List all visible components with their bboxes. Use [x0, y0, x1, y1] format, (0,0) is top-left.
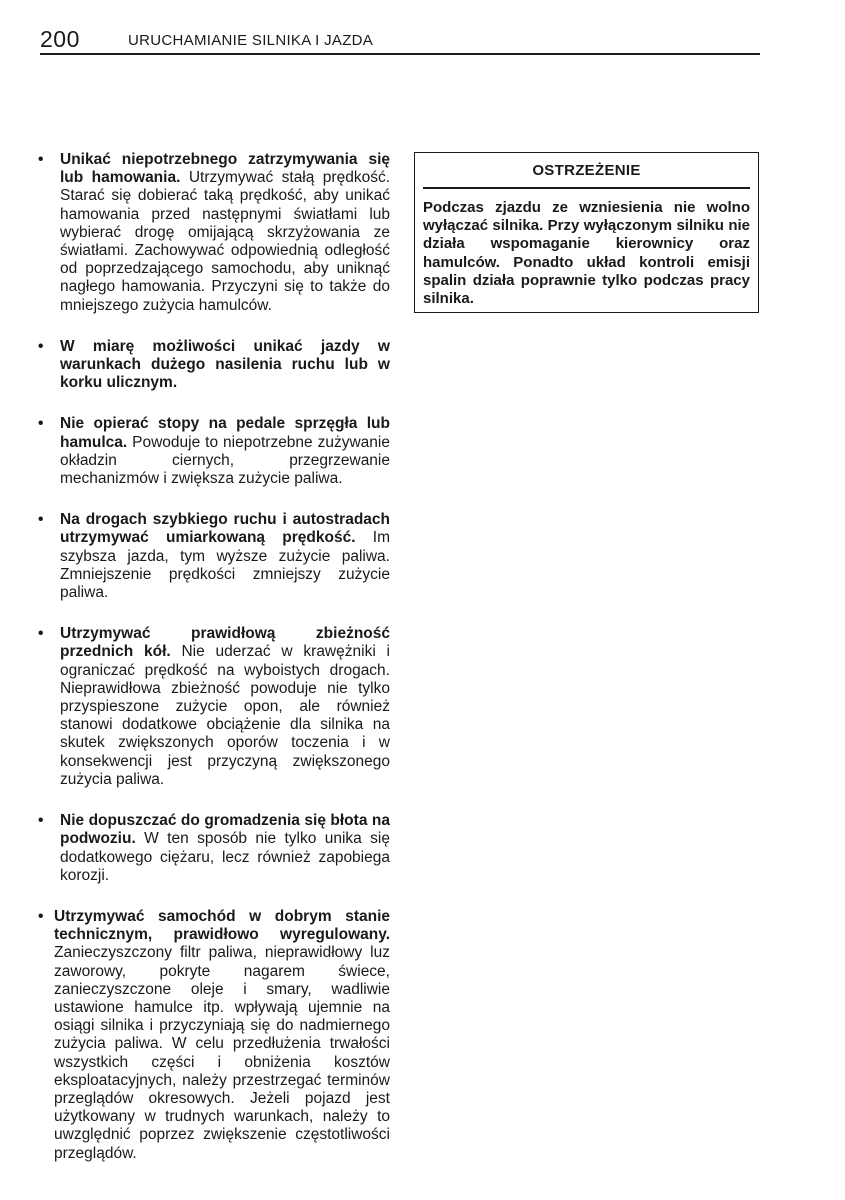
tips-list — [38, 151, 390, 1186]
list-item-body: Im szybsza jazda, tym wyższe zużycie paliwa. Zmniejszenie prędkości zmniejszy zużycie paliwa. — [60, 529, 390, 602]
list-item-text — [60, 511, 390, 602]
list-item-heading: Na drogach szybkiego ruchu i autostradach utrzymywać umiarkowaną prędkość. — [60, 511, 390, 547]
list-item-heading: Nie dopuszczać do gromadzenia się błota na podwoziu. — [60, 812, 390, 848]
list-item — [38, 625, 390, 789]
list-item-heading: Utrzymywać samochód w dobrym stanie technicznym, prawidłowo wyregulowany. — [54, 907, 390, 944]
warning-title: OSTRZEŻENIE — [532, 162, 641, 179]
list-item-body: Utrzymywać stałą prędkość. Starać się dobierać taką prędkość, aby unikać hamowania przed następnymi światłami lub wybierać drogę omijającą skrzyżowania ze światłami. Zachowywać odpowiednią odległość od poprzedzającego samochodu, aby uniknąć nagłego hamowania. Przyczyni się to także do mniejszego zużycia hamulców. — [60, 169, 391, 314]
warning-divider — [423, 187, 750, 189]
warning-box — [414, 152, 759, 313]
list-item — [38, 151, 390, 315]
bullet-icon: • — [38, 812, 44, 830]
bullet-icon: • — [38, 415, 44, 433]
list-item-text — [60, 415, 390, 488]
list-item-heading: W miarę możliwości unikać jazdy w warunkach dużego nasilenia ruchu lub w korku ulicznym. — [60, 337, 390, 392]
bullet-icon: • — [38, 625, 44, 643]
list-item — [38, 511, 390, 602]
section-title: URUCHAMIANIE SILNIKA I JAZDA — [128, 32, 374, 49]
list-item-body: Powoduje to niepotrzebne zużywanie okładzin ciernych, przegrzewanie mechanizmów i zwiększa zużycie paliwa. — [60, 433, 390, 488]
page-number: 200 — [40, 26, 80, 52]
list-item-text — [54, 908, 390, 1163]
list-item — [38, 338, 390, 393]
bullet-icon: • — [38, 337, 44, 355]
list-item — [38, 415, 390, 488]
list-item-text — [60, 625, 390, 789]
list-item-body: W ten sposób nie tylko unika się dodatkowego ciężaru, lecz również zapobiega korozji. — [60, 830, 390, 884]
list-item — [38, 908, 390, 1163]
list-item-text — [60, 151, 390, 315]
warning-text: Podczas zjazdu ze wzniesienia nie wolno wyłączać silnika. Przy wyłączonym silniku nie działa wspomaganie kierownicy oraz hamulców. Ponadto układ kontroli emisji spalin działa poprawnie tylko podczas pracy silnika. — [423, 199, 750, 308]
list-item-text — [60, 338, 390, 393]
page-header — [40, 27, 760, 55]
list-item-heading: Utrzymywać prawidłową zbieżność przednich kół. — [60, 625, 390, 661]
list-item-text — [60, 812, 390, 885]
list-item-heading: Unikać niepotrzebnego zatrzymywania się lub hamowania. — [60, 151, 390, 187]
bullet-icon: • — [38, 907, 44, 925]
list-item-body: Zanieczyszczony filtr paliwa, nieprawidłowy luz zaworowy, pokryte nagarem świece, zanieczyszczone oleje i smary, wadliwie ustawione hamulce itp. wpływają ujemnie na osiągi silnika i przyczyniają się do nadmiernego zużycia paliwa. W celu przedłużenia trwałości wszystkich części i obniżenia kosztów eksploatacyjnych, należy przestrzegać terminów przeglądów okresowych. Jeżeli pojazd jest użytkowany w trudnych warunkach, należy to uwzględnić poprzez zwiększenie częstotliwości przeglądów. — [54, 944, 390, 1162]
bullet-icon: • — [38, 511, 44, 529]
list-item-heading: Nie opierać stopy na pedale sprzęgła lub hamulca. — [60, 415, 390, 451]
bullet-icon: • — [38, 151, 44, 168]
list-item — [38, 812, 390, 885]
list-item-body: Nie uderzać w krawężniki i ograniczać prędkość na wyboistych drogach. Nieprawidłowa zbieżność powoduje nie tylko przyspieszone zużycie opon, ale również stanowi dodatkowe obciążenie dla silnika na skutek zwiększonych oporów toczenia i w konsekwencji jest przyczyną zwiększonego zużycia paliwa. — [60, 643, 390, 788]
